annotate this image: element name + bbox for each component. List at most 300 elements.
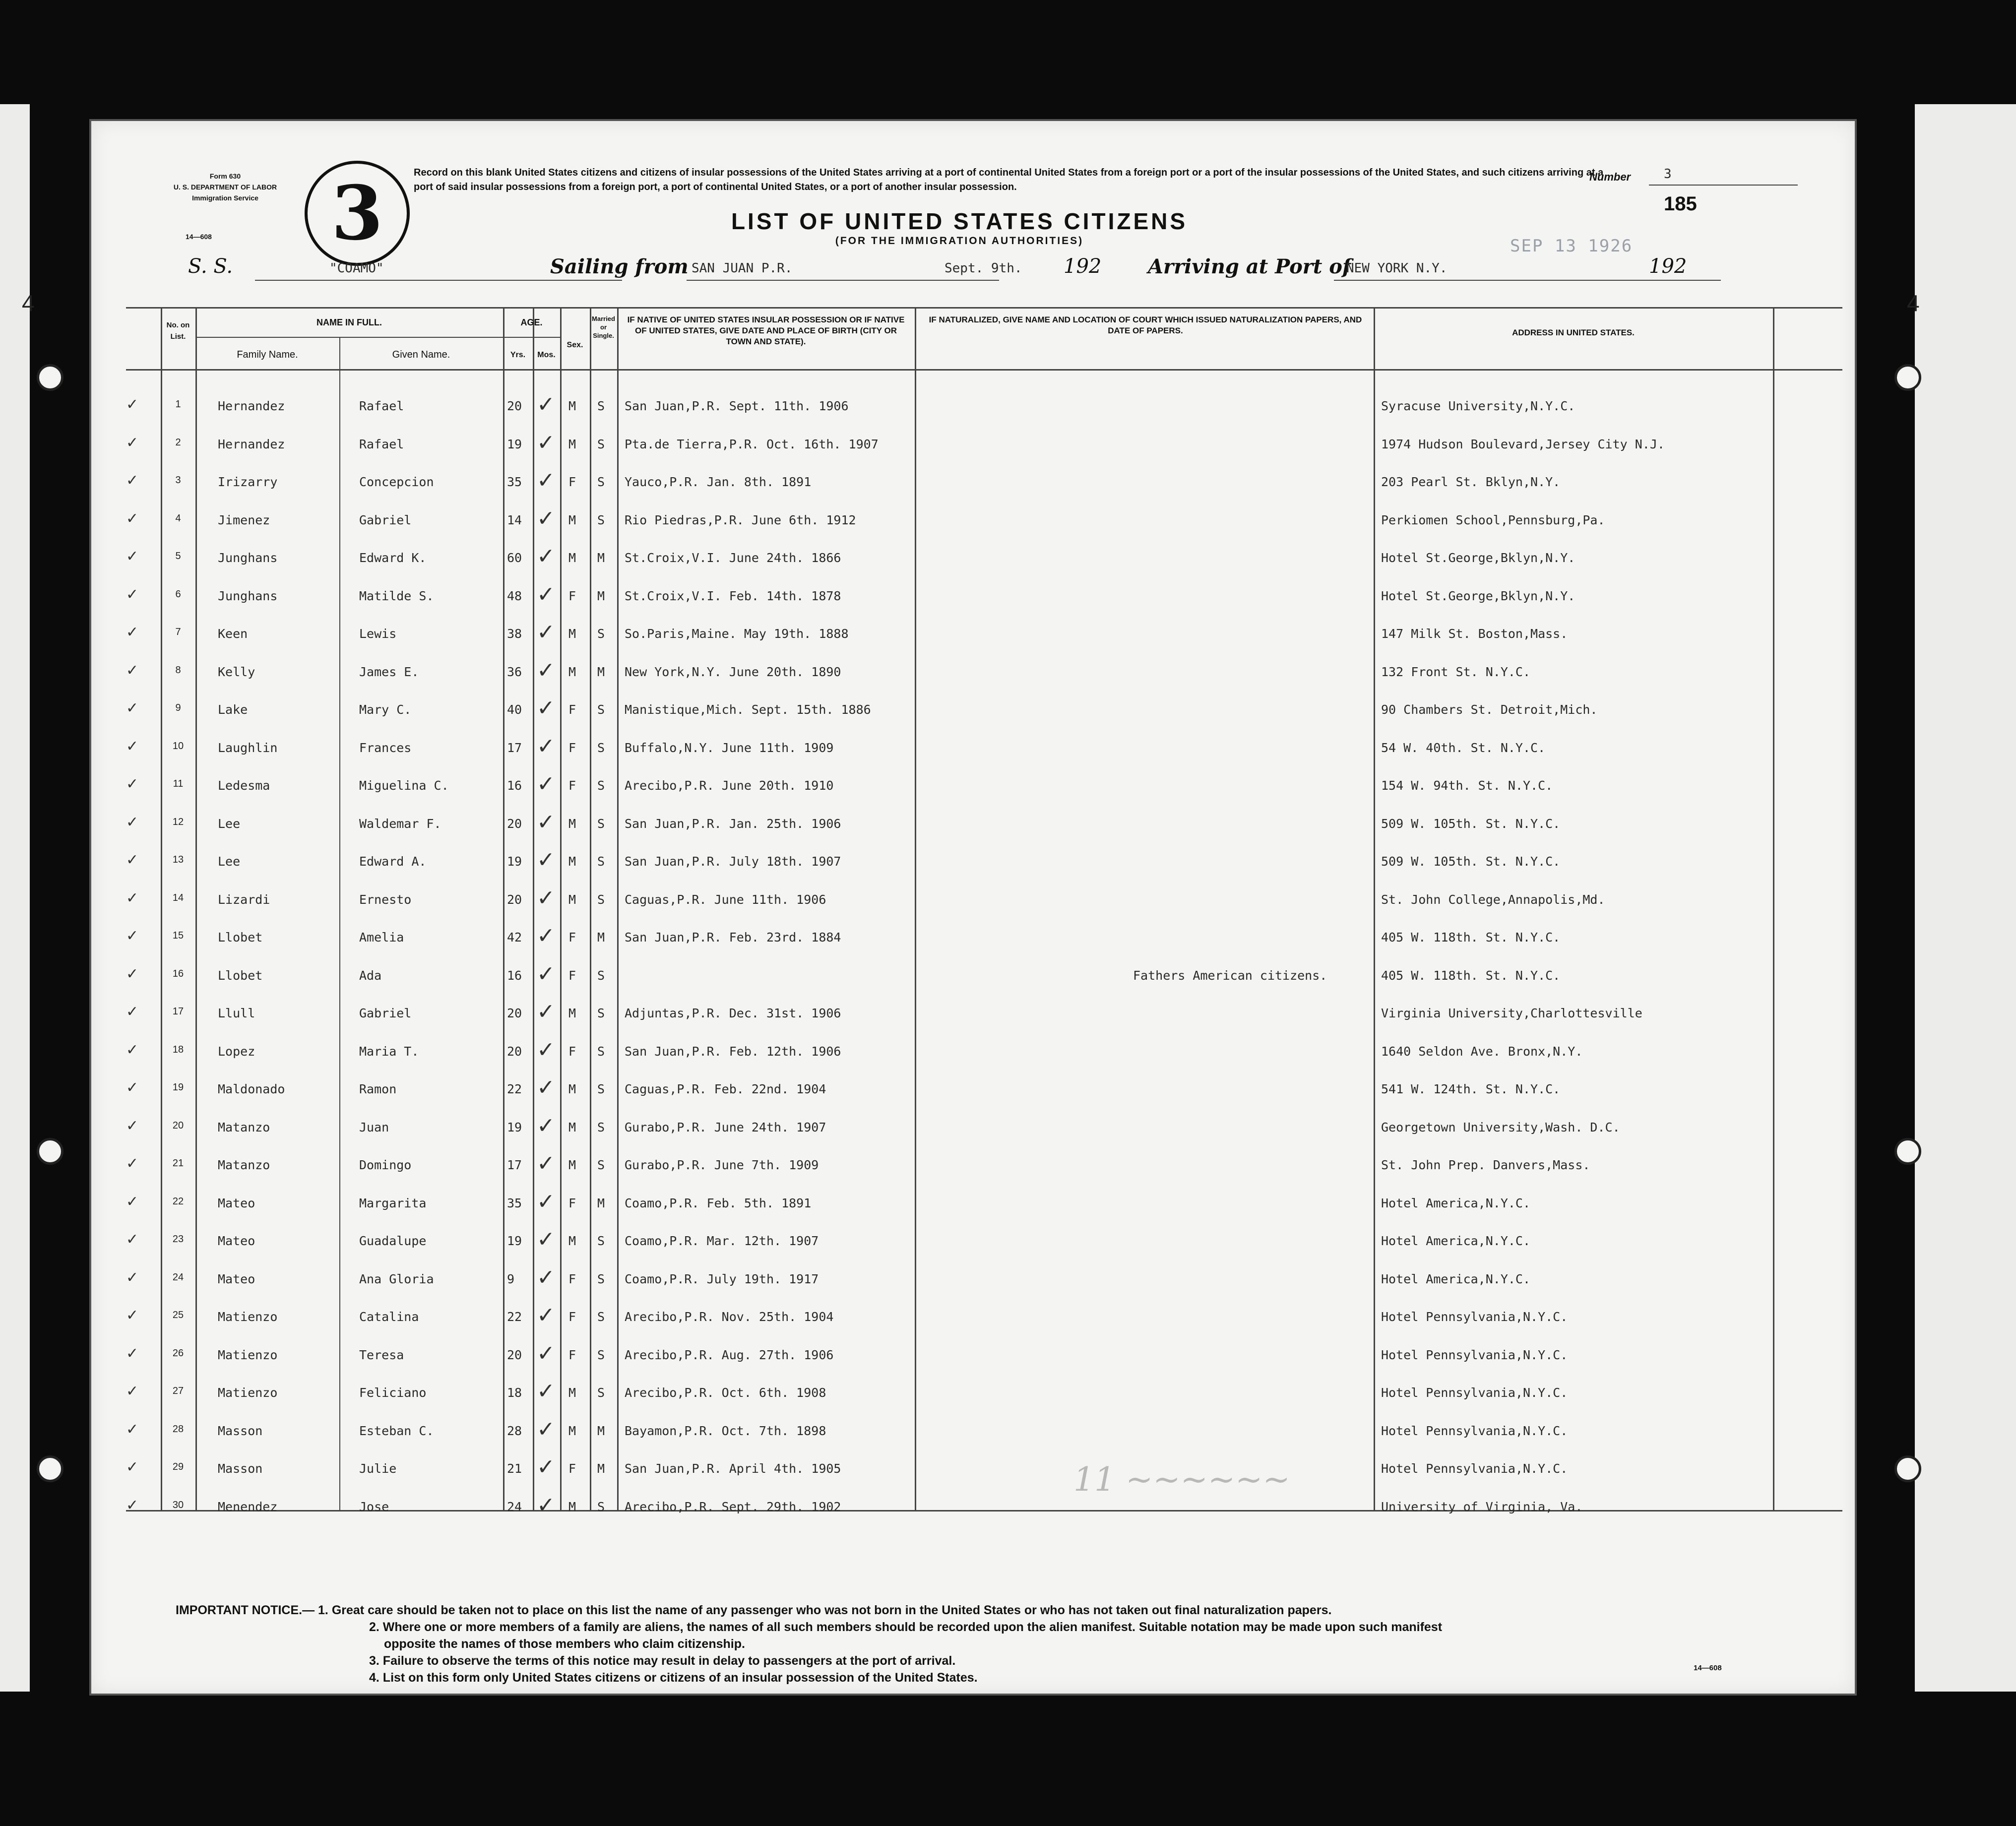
birth-place-date: Rio Piedras,P.R. June 6th. 1912: [625, 512, 856, 527]
marital-status: S: [597, 399, 605, 413]
header-mos: Mos.: [537, 351, 556, 359]
checkmark-icon: ✓: [537, 1417, 555, 1442]
birth-place-date: New York,N.Y. June 20th. 1890: [625, 664, 841, 679]
sex: F: [568, 1196, 576, 1210]
age-years: 20: [507, 1347, 522, 1362]
us-address: 405 W. 118th. St. N.Y.C.: [1381, 930, 1561, 944]
us-address: Perkiomen School,Pennsburg,Pa.: [1381, 512, 1605, 527]
family-name: Junghans: [218, 551, 278, 565]
checkmark-icon: ✓: [537, 1000, 555, 1024]
us-address: 509 W. 105th. St. N.Y.C.: [1381, 854, 1561, 869]
checkmark-icon: ✓: [537, 1037, 555, 1062]
checkmark-icon: ✓: [537, 392, 555, 417]
age-years: 20: [507, 892, 522, 907]
number-underline: [1649, 185, 1798, 186]
marital-status: M: [597, 1461, 605, 1476]
family-name: Jimenez: [218, 512, 270, 527]
row-number: 4: [175, 512, 181, 524]
age-years: 9: [507, 1271, 515, 1286]
department: U. S. DEPARTMENT OF LABOR: [173, 183, 277, 191]
checkmark-icon: ✓: [537, 1151, 555, 1176]
family-name: Hernandez: [218, 437, 285, 451]
col-divider: [1374, 307, 1375, 1510]
marital-status: S: [597, 1347, 605, 1362]
given-name: Ramon: [359, 1082, 397, 1096]
family-name: Lee: [218, 854, 241, 869]
marital-status: S: [597, 1310, 605, 1324]
sex: M: [568, 1158, 576, 1172]
age-years: 28: [507, 1423, 522, 1438]
birth-place-date: St.Croix,V.I. June 24th. 1866: [625, 551, 841, 565]
binder-hole: [1894, 1138, 1921, 1165]
family-name: Junghans: [218, 588, 278, 603]
family-name: Llobet: [218, 930, 263, 944]
family-name: Llobet: [218, 968, 263, 983]
notice-item-2: 2. Where one or more members of a family are aliens, the names of all such members should be recorded upon the alien manifest. Suitable notation may be made upon such manifest: [369, 1620, 1443, 1634]
notice-item-4: 4. List on this form only United States citizens or citizens of an insular possession of the United States.: [369, 1671, 978, 1685]
instruction-text: Record on this blank United States citizens and citizens of insular possessions of the United States arriving at a port of continental United States from a foreign port or a port of the insular possessions of the United States, and such citizens arriving at a port of said insular possessions from a foreign port, a port of continental United States, or a port of another insular possession.: [414, 167, 1604, 192]
given-name: Teresa: [359, 1347, 404, 1362]
age-years: 20: [507, 816, 522, 831]
checkmark-icon: ✓: [537, 961, 555, 986]
birth-place-date: Adjuntas,P.R. Dec. 31st. 1906: [625, 1006, 841, 1020]
sailing-from: SAN JUAN P.R.: [692, 261, 793, 276]
checkmark-icon: ✓: [537, 658, 555, 683]
row-number: 12: [172, 816, 184, 827]
age-years: 20: [507, 1006, 522, 1020]
us-address: 509 W. 105th. St. N.Y.C.: [1381, 816, 1561, 831]
birth-place-date: Coamo,P.R. Mar. 12th. 1907: [625, 1234, 819, 1248]
checkmark-icon: ✓: [126, 510, 139, 527]
given-name: Ana Gloria: [359, 1271, 434, 1286]
age-years: 16: [507, 778, 522, 793]
family-name: Lee: [218, 816, 241, 831]
marital-status: S: [597, 437, 605, 451]
marital-status: S: [597, 1499, 605, 1514]
checkmark-icon: ✓: [126, 1193, 139, 1210]
us-address: Virginia University,Charlottesville: [1381, 1006, 1642, 1020]
checkmark-icon: ✓: [537, 582, 555, 607]
col-divider: [503, 307, 504, 1510]
checkmark-icon: ✓: [126, 1079, 139, 1096]
given-name: Waldemar F.: [359, 816, 441, 831]
birth-place-date: Gurabo,P.R. June 7th. 1909: [625, 1158, 819, 1172]
col-divider: [195, 307, 197, 1510]
age-years: 19: [507, 437, 522, 451]
given-name: Gabriel: [359, 512, 412, 527]
family-name: Kelly: [218, 664, 255, 679]
sex: M: [568, 512, 576, 527]
birth-place-date: Arecibo,P.R. Sept. 29th. 1902: [625, 1499, 841, 1514]
checkmark-icon: ✓: [126, 965, 139, 982]
checkmark-icon: ✓: [126, 1459, 139, 1475]
given-name: Esteban C.: [359, 1423, 434, 1438]
us-address: 405 W. 118th. St. N.Y.C.: [1381, 968, 1561, 983]
us-address: Hotel America,N.Y.C.: [1381, 1234, 1531, 1248]
birth-place-date: Gurabo,P.R. June 24th. 1907: [625, 1120, 826, 1134]
given-name: Matilde S.: [359, 588, 434, 603]
marital-status: M: [597, 551, 605, 565]
checkmark-icon: ✓: [126, 434, 139, 451]
age-years: 20: [507, 399, 522, 413]
given-name: Margarita: [359, 1196, 427, 1210]
checkmark-icon: ✓: [537, 924, 555, 948]
family-name: Menendez: [218, 1499, 278, 1514]
checkmark-icon: ✓: [126, 928, 139, 944]
col-divider: [590, 307, 591, 1510]
family-name: Lake: [218, 702, 248, 717]
sex: M: [568, 854, 576, 869]
checkmark-icon: ✓: [126, 1231, 139, 1248]
sex: M: [568, 1423, 576, 1438]
given-name: Concepcion: [359, 475, 434, 489]
row-number: 28: [172, 1423, 184, 1435]
row-number: 8: [175, 664, 181, 676]
marital-status: S: [597, 816, 605, 831]
binder-hole: [37, 364, 63, 391]
margin-mark-left: 4: [22, 290, 35, 316]
checkmark-icon: ✓: [537, 885, 555, 910]
us-address: 1640 Seldon Ave. Bronx,N.Y.: [1381, 1044, 1583, 1059]
given-name: Ernesto: [359, 892, 412, 907]
sex: M: [568, 1499, 576, 1514]
family-name: Mateo: [218, 1234, 255, 1248]
row-number: 25: [172, 1310, 184, 1321]
age-years: 19: [507, 1234, 522, 1248]
sex: F: [568, 740, 576, 755]
age-years: 48: [507, 588, 522, 603]
sex: M: [568, 892, 576, 907]
age-years: 14: [507, 512, 522, 527]
age-years: 22: [507, 1082, 522, 1096]
given-name: Domingo: [359, 1158, 412, 1172]
us-address: Hotel Pennsylvania,N.Y.C.: [1381, 1461, 1568, 1476]
birth-place-date: So.Paris,Maine. May 19th. 1888: [625, 627, 849, 641]
number-label: Number: [1589, 171, 1631, 183]
sex: F: [568, 968, 576, 983]
birth-place-date: Arecibo,P.R. Aug. 27th. 1906: [625, 1347, 834, 1362]
given-name: Rafael: [359, 399, 404, 413]
arrival-port: NEW YORK N.Y.: [1346, 261, 1448, 276]
us-address: Hotel St.George,Bklyn,N.Y.: [1381, 588, 1575, 603]
checkmark-icon: ✓: [126, 738, 139, 755]
sex: F: [568, 1271, 576, 1286]
us-address: 147 Milk St. Boston,Mass.: [1381, 627, 1568, 641]
row-number: 9: [175, 702, 181, 713]
checkmark-icon: ✓: [126, 472, 139, 489]
sailing-underline: [687, 280, 999, 281]
checkmark-icon: ✓: [126, 1421, 139, 1438]
checkmark-icon: ✓: [537, 430, 555, 455]
us-address: Hotel America,N.Y.C.: [1381, 1271, 1531, 1286]
table-top-rule: [126, 307, 1842, 309]
marital-status: S: [597, 740, 605, 755]
notice-item-3: 3. Failure to observe the terms of this notice may result in delay to passengers at the port of arrival.: [369, 1654, 956, 1668]
checkmark-icon: ✓: [537, 1379, 555, 1403]
header-birth: IF NATIVE OF UNITED STATES INSULAR POSSESSION OR IF NATIVE OF UNITED STATES, GIVE DATE AND PLACE OF BIRTH (CITY OR TOWN AND STATE).: [627, 315, 905, 346]
page-subtitle: (FOR THE IMMIGRATION AUTHORITIES): [835, 235, 1084, 247]
notice-item-2-cont: opposite the names of those members who claim citizenship.: [384, 1637, 745, 1651]
given-name: Miguelina C.: [359, 778, 449, 793]
row-number: 11: [173, 778, 184, 789]
row-number: 23: [172, 1234, 184, 1245]
footer-code: 14—608: [1694, 1664, 1722, 1672]
us-address: Syracuse University,N.Y.C.: [1381, 399, 1575, 413]
birth-place-date: Caguas,P.R. Feb. 22nd. 1904: [625, 1082, 826, 1096]
ship-name: "COAMO": [329, 261, 384, 276]
checkmark-icon: ✓: [537, 1265, 555, 1290]
checkmark-icon: ✓: [126, 814, 139, 830]
row-number: 7: [175, 627, 181, 637]
age-years: 21: [507, 1461, 522, 1476]
age-years: 19: [507, 1120, 522, 1134]
checkmark-icon: ✓: [126, 700, 139, 716]
us-address: St. John College,Annapolis,Md.: [1381, 892, 1605, 907]
manifest-page: [22, 119, 1920, 1696]
row-number: 10: [172, 740, 184, 752]
checkmark-icon: ✓: [126, 396, 139, 413]
checkmark-icon: ✓: [126, 776, 139, 792]
given-name: Guadalupe: [359, 1234, 427, 1248]
header-given-name: Given Name.: [392, 349, 450, 360]
marital-status: S: [597, 1120, 605, 1134]
form-code: 14—608: [186, 233, 212, 241]
marital-status: M: [597, 1423, 605, 1438]
checkmark-icon: ✓: [537, 544, 555, 568]
birth-place-date: Arecibo,P.R. Nov. 25th. 1904: [625, 1310, 834, 1324]
form-reference: [156, 171, 295, 203]
naturalization: Fathers American citizens.: [1133, 968, 1327, 983]
family-name: Irizarry: [218, 475, 278, 489]
header-name-in-full: NAME IN FULL.: [316, 317, 382, 327]
ss-label: S. S.: [188, 255, 233, 278]
checkmark-icon: ✓: [126, 852, 139, 868]
row-number: 17: [172, 1006, 184, 1017]
age-years: 60: [507, 551, 522, 565]
row-number: 26: [172, 1347, 184, 1359]
marital-status: S: [597, 1044, 605, 1059]
us-address: Hotel Pennsylvania,N.Y.C.: [1381, 1385, 1568, 1400]
checkmark-icon: ✓: [537, 810, 555, 834]
us-address: 1974 Hudson Boulevard,Jersey City N.J.: [1381, 437, 1665, 451]
checkmark-icon: ✓: [126, 1497, 139, 1513]
sex: F: [568, 588, 576, 603]
age-years: 22: [507, 1310, 522, 1324]
header-family-name: Family Name.: [237, 349, 298, 360]
marital-status: S: [597, 1006, 605, 1020]
col-divider: [533, 307, 534, 1510]
given-name: Edward A.: [359, 854, 427, 869]
binder-hole: [37, 1138, 63, 1165]
ship-underline: [255, 280, 622, 281]
birth-place-date: San Juan,P.R. July 18th. 1907: [625, 854, 841, 869]
us-address: Georgetown University,Wash. D.C.: [1381, 1120, 1620, 1134]
col-divider: [339, 337, 340, 1510]
given-name: Mary C.: [359, 702, 412, 717]
us-address: 132 Front St. N.Y.C.: [1381, 664, 1531, 679]
birth-place-date: San Juan,P.R. Sept. 11th. 1906: [625, 399, 849, 413]
birth-place-date: Arecibo,P.R. June 20th. 1910: [625, 778, 834, 793]
sex: M: [568, 664, 576, 679]
family-name: Matanzo: [218, 1120, 270, 1134]
year-prefix: 192: [1064, 255, 1102, 278]
row-number: 21: [172, 1158, 184, 1169]
row-number: 14: [172, 892, 184, 903]
birth-place-date: San Juan,P.R. Jan. 25th. 1906: [625, 816, 841, 831]
marital-status: M: [597, 588, 605, 603]
age-years: 24: [507, 1499, 522, 1514]
given-name: Amelia: [359, 930, 404, 944]
header-yrs: Yrs.: [510, 351, 526, 359]
sex: M: [568, 1385, 576, 1400]
family-name: Mateo: [218, 1271, 255, 1286]
sex: M: [568, 437, 576, 451]
birth-place-date: Pta.de Tierra,P.R. Oct. 16th. 1907: [625, 437, 879, 451]
sailing-date: Sept. 9th.: [945, 261, 1022, 276]
family-name: Matienzo: [218, 1310, 278, 1324]
sex: F: [568, 930, 576, 944]
form-number: Form 630: [209, 172, 241, 180]
birth-place-date: San Juan,P.R. April 4th. 1905: [625, 1461, 841, 1476]
checkmark-icon: ✓: [537, 1493, 555, 1517]
sex: M: [568, 1082, 576, 1096]
family-name: Ledesma: [218, 778, 270, 793]
sex: F: [568, 1347, 576, 1362]
sex: F: [568, 1044, 576, 1059]
marital-status: S: [597, 627, 605, 641]
marital-status: S: [597, 1158, 605, 1172]
row-number: 6: [175, 588, 181, 600]
given-name: Lewis: [359, 627, 397, 641]
name-subrule: [195, 337, 503, 338]
family-name: Maldonado: [218, 1082, 285, 1096]
us-address: 541 W. 124th. St. N.Y.C.: [1381, 1082, 1561, 1096]
page-title: LIST OF UNITED STATES CITIZENS: [731, 208, 1188, 234]
number-value: 3: [1664, 167, 1672, 182]
header-address: ADDRESS IN UNITED STATES.: [1512, 328, 1635, 337]
given-name: Edward K.: [359, 551, 427, 565]
circled-number: 3: [305, 161, 410, 266]
age-years: 17: [507, 1158, 522, 1172]
checkmark-icon: ✓: [126, 586, 139, 603]
birth-place-date: Coamo,P.R. Feb. 5th. 1891: [625, 1196, 812, 1210]
given-name: Juan: [359, 1120, 389, 1134]
binder-hole: [1894, 1455, 1921, 1482]
sex: F: [568, 475, 576, 489]
adjacent-page-left: [0, 104, 30, 1692]
marital-status: S: [597, 1271, 605, 1286]
header-bottom-rule: [126, 369, 1842, 371]
family-name: Llull: [218, 1006, 255, 1020]
age-years: 40: [507, 702, 522, 717]
row-number: 2: [175, 437, 181, 448]
birth-place-date: Arecibo,P.R. Oct. 6th. 1908: [625, 1385, 826, 1400]
row-number: 20: [172, 1120, 184, 1131]
age-years: 16: [507, 968, 522, 983]
important-notice: [176, 1602, 1813, 1686]
marital-status: S: [597, 1385, 605, 1400]
us-address: Hotel Pennsylvania,N.Y.C.: [1381, 1423, 1568, 1438]
marital-status: M: [597, 930, 605, 944]
checkmark-icon: ✓: [537, 772, 555, 796]
family-name: Matienzo: [218, 1347, 278, 1362]
checkmark-icon: ✓: [537, 848, 555, 872]
age-years: 20: [507, 1044, 522, 1059]
marital-status: S: [597, 854, 605, 869]
sailing-label: Sailing from: [550, 255, 689, 278]
checkmark-icon: ✓: [126, 548, 139, 565]
family-name: Mateo: [218, 1196, 255, 1210]
col-divider: [1773, 307, 1774, 1510]
us-address: Hotel America,N.Y.C.: [1381, 1196, 1531, 1210]
checkmark-icon: ✓: [537, 1113, 555, 1138]
age-years: 17: [507, 740, 522, 755]
us-address: Hotel Pennsylvania,N.Y.C.: [1381, 1347, 1568, 1362]
checkmark-icon: ✓: [537, 1189, 555, 1214]
row-number: 16: [172, 968, 184, 979]
family-name: Hernandez: [218, 399, 285, 413]
sex: F: [568, 778, 576, 793]
age-years: 42: [507, 930, 522, 944]
sex: F: [568, 1461, 576, 1476]
checkmark-icon: ✓: [126, 1041, 139, 1058]
us-address: University of Virginia, Va.: [1381, 1499, 1583, 1514]
row-number: 19: [172, 1082, 184, 1093]
birth-place-date: San Juan,P.R. Feb. 23rd. 1884: [625, 930, 841, 944]
sex: F: [568, 1310, 576, 1324]
sex: M: [568, 816, 576, 831]
checkmark-icon: ✓: [126, 624, 139, 640]
header-no: No. on List.: [166, 321, 190, 341]
us-address: Hotel St.George,Bklyn,N.Y.: [1381, 551, 1575, 565]
sex: M: [568, 551, 576, 565]
row-number: 5: [175, 551, 181, 562]
family-name: Masson: [218, 1461, 263, 1476]
given-name: Frances: [359, 740, 412, 755]
row-number: 13: [172, 854, 184, 865]
checkmark-icon: ✓: [126, 1345, 139, 1362]
birth-place-date: Buffalo,N.Y. June 11th. 1909: [625, 740, 834, 755]
arrival-year: 192: [1649, 255, 1687, 278]
birth-place-date: Manistique,Mich. Sept. 15th. 1886: [625, 702, 871, 717]
notice-heading: IMPORTANT NOTICE.—: [176, 1603, 315, 1617]
row-number: 18: [172, 1044, 184, 1055]
checkmark-icon: ✓: [537, 1227, 555, 1252]
given-name: Julie: [359, 1461, 397, 1476]
marital-status: S: [597, 1082, 605, 1096]
checkmark-icon: ✓: [537, 1075, 555, 1100]
col-divider: [560, 307, 562, 1510]
checkmark-icon: ✓: [126, 1307, 139, 1323]
given-name: Rafael: [359, 437, 404, 451]
header-naturalized: IF NATURALIZED, GIVE NAME AND LOCATION OF COURT WHICH ISSUED NATURALIZATION PAPERS, AND DATE OF PAPERS.: [929, 315, 1362, 335]
date-stamp: SEP 13 1926: [1510, 236, 1633, 256]
given-name: Gabriel: [359, 1006, 412, 1020]
family-name: Lopez: [218, 1044, 255, 1059]
checkmark-icon: ✓: [126, 1269, 139, 1286]
birth-place-date: St.Croix,V.I. Feb. 14th. 1878: [625, 588, 841, 603]
us-address: 54 W. 40th. St. N.Y.C.: [1381, 740, 1546, 755]
birth-place-date: Yauco,P.R. Jan. 8th. 1891: [625, 475, 812, 489]
given-name: Jose: [359, 1499, 389, 1514]
row-number: 3: [175, 475, 181, 486]
given-name: Catalina: [359, 1310, 419, 1324]
age-years: 35: [507, 475, 522, 489]
sex: M: [568, 1234, 576, 1248]
col-divider: [617, 307, 619, 1510]
checkmark-icon: ✓: [126, 1004, 139, 1020]
checkmark-icon: ✓: [537, 506, 555, 531]
